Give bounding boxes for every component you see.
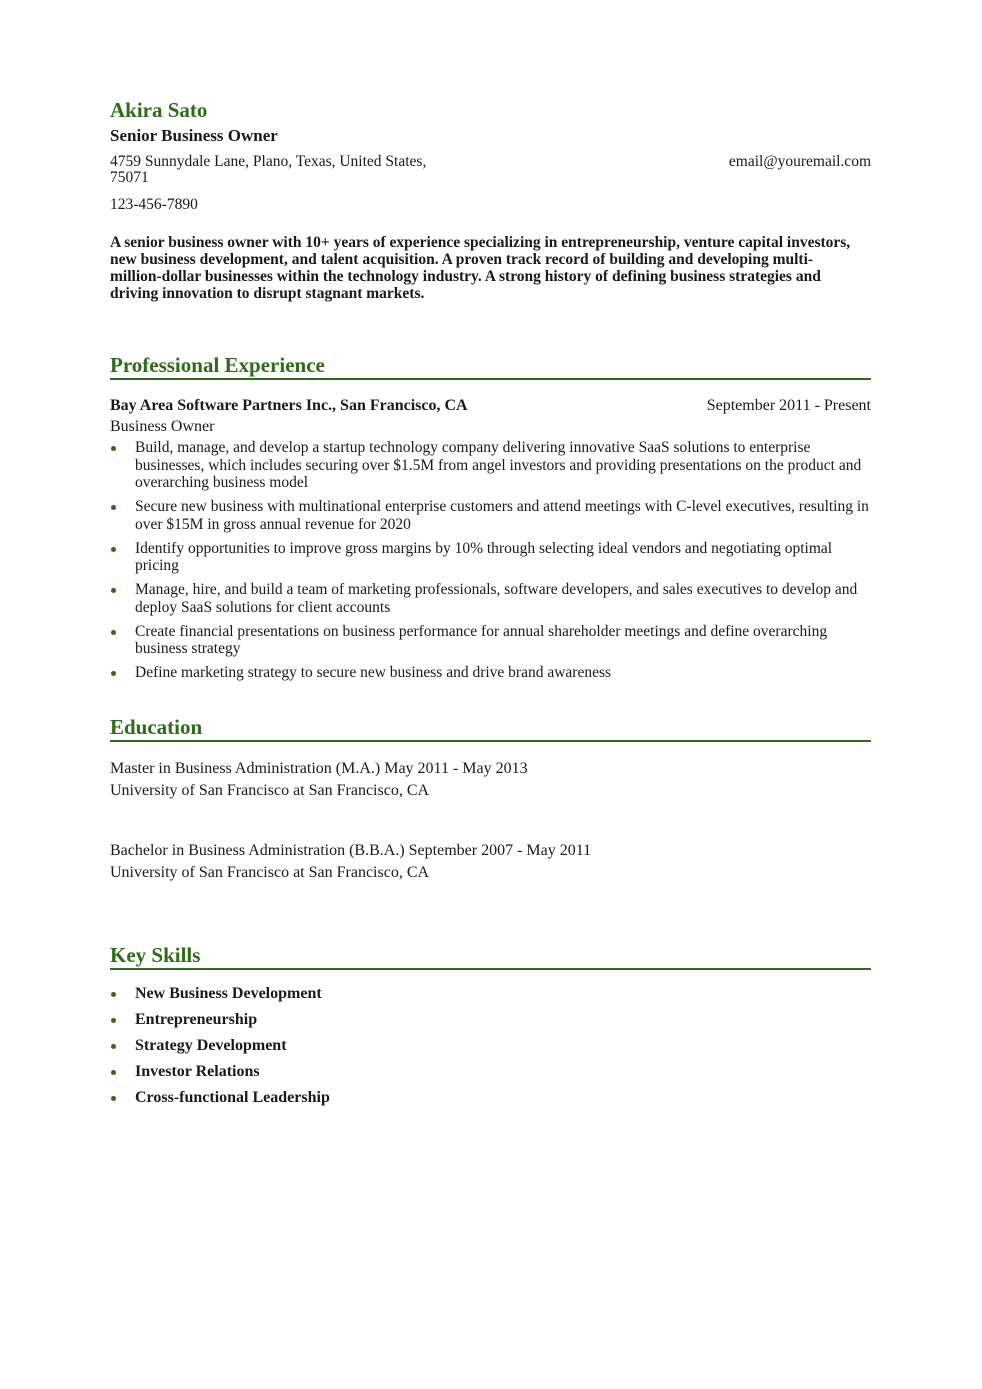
list-item: Identify opportunities to improve gross margins by 10% through selecting ideal vendors and negotiating optimal pricing [110, 540, 871, 575]
list-item: Define marketing strategy to secure new business and drive brand awareness [110, 664, 871, 682]
bullet-icon [111, 547, 116, 552]
education-entry [110, 758, 871, 802]
contact-row [110, 154, 871, 186]
education-section [110, 714, 871, 884]
candidate-name: Akira Sato [110, 98, 208, 122]
degree: Master in Business Administration (M.A.) May 2011 - May 2013 [110, 759, 528, 777]
bullet-icon [111, 1070, 116, 1075]
list-item: Create financial presentations on business performance for annual shareholder meetings and define overarching business strategy [110, 623, 871, 658]
skill-item: Strategy Development [110, 1036, 871, 1056]
bullet-icon [111, 1044, 116, 1049]
list-item: Manage, hire, and build a team of marketing professionals, software developers, and sales executives to develop and deploy SaaS solutions for client accounts [110, 581, 871, 616]
skill-item: New Business Development [110, 984, 871, 1004]
address: 4759 Sunnydale Lane, Plano, Texas, United States, 75071 [110, 153, 427, 186]
email: email@youremail.com [728, 153, 871, 170]
skill-item: Entrepreneurship [110, 1010, 871, 1030]
bullet-icon [111, 671, 116, 676]
company: Bay Area Software Partners Inc., San Francisco, CA [110, 397, 468, 414]
bullet-icon [111, 1096, 116, 1101]
candidate-title: Senior Business Owner [110, 126, 278, 145]
job-header [110, 396, 871, 416]
resume-page [110, 96, 871, 1114]
school: University of San Francisco at San Francisco, CA [110, 781, 430, 799]
phone: 123-456-7890 [110, 196, 198, 213]
bullet-icon [111, 992, 116, 997]
list-item: Build, manage, and develop a startup technology company delivering innovative SaaS solutions to enterprise businesses, which includes securing over $1.5M from angel investors and providing presentations on the product and overarching business model [110, 439, 871, 492]
bullet-icon [111, 630, 116, 635]
skills-list [110, 984, 871, 1108]
section-heading-skills: Key Skills [110, 942, 871, 970]
skill-item: Cross-functional Leadership [110, 1088, 871, 1108]
job-dates: September 2011 - Present [706, 397, 871, 414]
bullet-icon [111, 446, 116, 451]
bullet-icon [111, 1018, 116, 1023]
skill-item: Investor Relations [110, 1062, 871, 1082]
summary: A senior business owner with 10+ years of experience specializing in entrepreneurship, venture capital investors, new business development, and talent acquisition. A proven track record of building and developing multi-million-dollar businesses within the technology industry. A strong history of defining business strategies and driving innovation to disrupt stagnant markets. [110, 234, 851, 302]
bullet-icon [111, 505, 116, 510]
experience-section [110, 352, 871, 682]
school: University of San Francisco at San Francisco, CA [110, 863, 430, 881]
section-heading-experience: Professional Experience [110, 352, 871, 380]
list-item: Secure new business with multinational enterprise customers and attend meetings with C-level executives, resulting in over $15M in gross annual revenue for 2020 [110, 498, 871, 533]
section-heading-education: Education [110, 714, 871, 742]
job-role: Business Owner [110, 418, 215, 435]
job-bullets [110, 439, 871, 682]
bullet-icon [111, 588, 116, 593]
degree: Bachelor in Business Administration (B.B.A.) September 2007 - May 2011 [110, 841, 592, 859]
education-entry [110, 840, 871, 884]
skills-section [110, 942, 871, 1108]
